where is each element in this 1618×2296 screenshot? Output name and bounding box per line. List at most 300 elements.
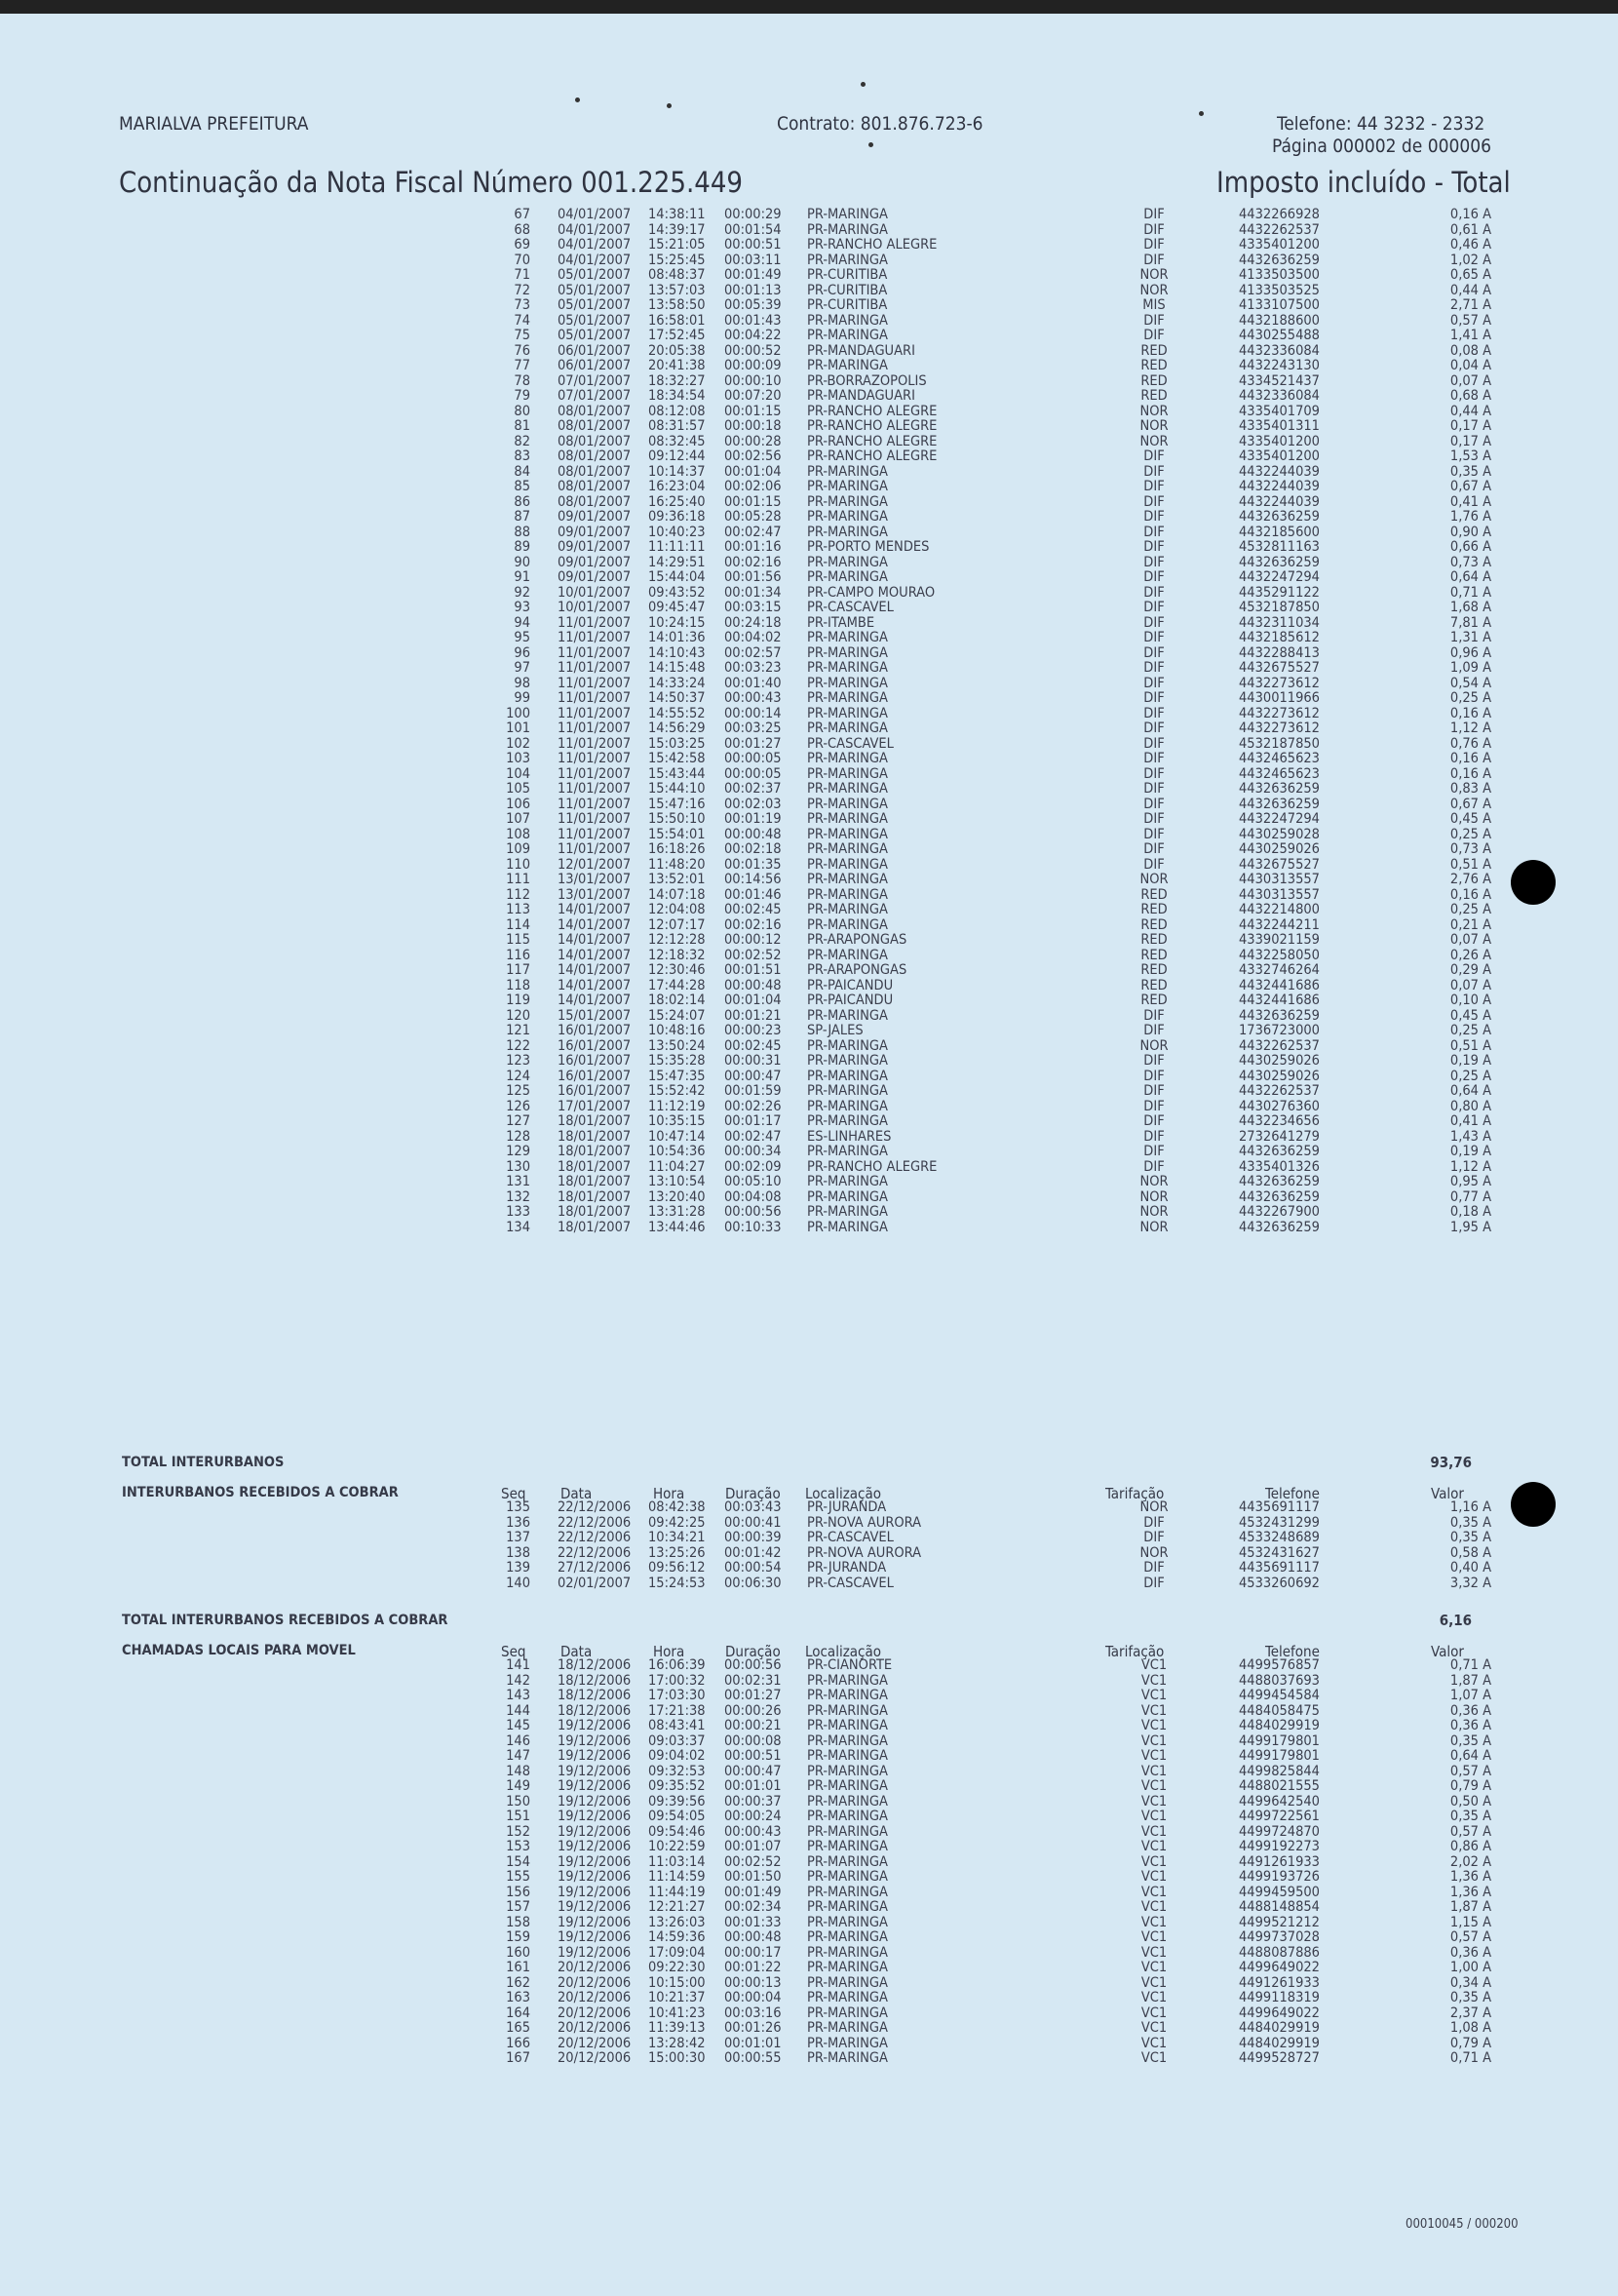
cell-date: 06/01/2007 xyxy=(558,358,632,373)
cell-date: 13/01/2007 xyxy=(558,886,632,903)
table-row xyxy=(0,1855,1618,1871)
cell-time: 15:42:58 xyxy=(648,751,706,766)
cell-time: 14:59:36 xyxy=(648,1929,706,1945)
cell-phone: 4432336084 xyxy=(1239,388,1320,404)
cell-time: 16:18:26 xyxy=(648,841,706,857)
cell-duration: 00:00:12 xyxy=(724,932,782,948)
cell-tariff: DIF xyxy=(1143,493,1165,510)
cell-tariff: DIF xyxy=(1143,1158,1165,1175)
table-row xyxy=(0,1795,1618,1810)
cell-location: SP-JALES xyxy=(807,1023,864,1038)
cell-date: 09/01/2007 xyxy=(558,554,632,570)
cell-seq: 78 xyxy=(514,372,530,389)
cell-seq: 162 xyxy=(506,1974,530,1991)
cell-location: PR-MARINGA xyxy=(807,328,888,343)
cell-time: 11:39:13 xyxy=(648,2020,706,2036)
cell-tariff: RED xyxy=(1140,977,1168,993)
cell-date: 19/12/2006 xyxy=(558,1839,632,1854)
cell-duration: 00:05:39 xyxy=(724,297,782,313)
cell-tariff: DIF xyxy=(1143,720,1165,736)
cell-value: 0,34 A xyxy=(1449,1974,1491,1991)
cell-value: 0,57 A xyxy=(1449,1929,1491,1945)
cell-tariff: RED xyxy=(1140,388,1168,404)
cell-time: 15:44:04 xyxy=(648,569,706,585)
cell-time: 16:58:01 xyxy=(648,312,706,329)
cell-duration: 00:01:15 xyxy=(724,493,782,510)
cell-duration: 00:03:23 xyxy=(724,660,782,676)
cell-phone: 4533248689 xyxy=(1239,1530,1320,1545)
cell-date: 04/01/2007 xyxy=(558,252,632,268)
cell-tariff: DIF xyxy=(1143,765,1165,782)
cell-seq: 87 xyxy=(514,509,530,525)
cell-location: PR-MARINGA xyxy=(807,2035,888,2051)
cell-tariff: VC1 xyxy=(1140,1823,1168,1840)
cell-date: 11/01/2007 xyxy=(558,614,632,631)
table-row xyxy=(0,344,1618,360)
cell-duration: 00:01:35 xyxy=(724,856,782,873)
cell-tariff: DIF xyxy=(1143,1068,1165,1084)
cell-date: 11/01/2007 xyxy=(558,630,632,645)
cell-date: 16/01/2007 xyxy=(558,1083,632,1099)
cell-time: 09:04:02 xyxy=(648,1748,706,1764)
table-row xyxy=(0,918,1618,934)
cell-phone: 4432636259 xyxy=(1239,781,1320,797)
company-name: MARIALVA PREFEITURA xyxy=(119,113,309,135)
cell-date: 12/01/2007 xyxy=(558,856,632,873)
cell-tariff: VC1 xyxy=(1140,1778,1168,1794)
cell-date: 02/01/2007 xyxy=(558,1575,632,1591)
cell-location: PR-ARAPONGAS xyxy=(807,962,907,978)
cell-value: 0,57 A xyxy=(1449,1823,1491,1840)
table-row xyxy=(0,405,1618,420)
cell-location: PR-CIANORTE xyxy=(807,1657,893,1673)
cell-date: 19/12/2006 xyxy=(558,1793,632,1810)
cell-phone: 4432636259 xyxy=(1239,1174,1320,1189)
cell-phone: 4432288413 xyxy=(1239,644,1320,661)
cell-date: 14/01/2007 xyxy=(558,902,632,917)
cell-location: PR-MARINGA xyxy=(807,1884,888,1900)
cell-seq: 99 xyxy=(514,690,530,706)
cell-seq: 96 xyxy=(514,644,530,661)
cell-location: PR-MARINGA xyxy=(807,916,888,933)
cell-tariff: RED xyxy=(1140,932,1168,948)
column-header-hora: Hora xyxy=(653,1643,685,1660)
cell-phone: 4484029919 xyxy=(1239,1718,1320,1733)
cell-duration: 00:00:13 xyxy=(724,1974,782,1991)
cell-phone: 4432262537 xyxy=(1239,1083,1320,1099)
table-row xyxy=(0,1946,1618,1962)
table-row xyxy=(0,1825,1618,1841)
cell-date: 08/01/2007 xyxy=(558,448,632,464)
cell-tariff: DIF xyxy=(1143,796,1165,812)
cell-date: 05/01/2007 xyxy=(558,267,632,283)
cell-value: 7,81 A xyxy=(1449,614,1491,631)
scan-speck xyxy=(868,142,873,147)
cell-value: 1,36 A xyxy=(1449,1869,1491,1885)
cell-value: 2,02 A xyxy=(1449,1853,1491,1870)
cell-seq: 126 xyxy=(506,1098,530,1114)
cell-location: PR-MARINGA xyxy=(807,1748,888,1764)
cell-time: 13:10:54 xyxy=(648,1174,706,1189)
cell-location: PR-MARINGA xyxy=(807,2050,888,2066)
cell-seq: 135 xyxy=(506,1499,530,1515)
cell-location: PR-MARINGA xyxy=(807,826,888,842)
cell-duration: 00:01:07 xyxy=(724,1839,782,1854)
cell-tariff: DIF xyxy=(1143,811,1165,827)
cell-tariff: NOR xyxy=(1139,1219,1169,1235)
cell-time: 13:58:50 xyxy=(648,297,706,313)
cell-date: 16/01/2007 xyxy=(558,1068,632,1084)
cell-duration: 00:02:52 xyxy=(724,947,782,963)
cell-seq: 84 xyxy=(514,463,530,480)
cell-duration: 00:00:05 xyxy=(724,751,782,766)
cell-duration: 00:01:33 xyxy=(724,1914,782,1930)
cell-tariff: DIF xyxy=(1143,630,1165,645)
cell-duration: 00:02:26 xyxy=(724,1098,782,1114)
cell-value: 0,80 A xyxy=(1449,1098,1491,1114)
cell-phone: 4432465623 xyxy=(1239,765,1320,782)
cell-date: 19/12/2006 xyxy=(558,1778,632,1794)
table-row xyxy=(0,1009,1618,1025)
cell-phone: 4499179801 xyxy=(1239,1748,1320,1764)
cell-tariff: RED xyxy=(1140,342,1168,359)
cell-value: 0,25 A xyxy=(1449,1068,1491,1084)
table-row xyxy=(0,1734,1618,1750)
cell-duration: 00:01:19 xyxy=(724,811,782,827)
cell-phone: 4499825844 xyxy=(1239,1763,1320,1779)
table-row xyxy=(0,993,1618,1009)
cell-tariff: RED xyxy=(1140,916,1168,933)
cell-duration: 00:01:13 xyxy=(724,282,782,298)
cell-duration: 00:02:47 xyxy=(724,524,782,540)
column-header-tarifacao: Tarifação xyxy=(1105,1485,1165,1502)
cell-date: 11/01/2007 xyxy=(558,690,632,706)
table-row xyxy=(0,1719,1618,1734)
cell-date: 11/01/2007 xyxy=(558,796,632,812)
cell-value: 0,36 A xyxy=(1449,1944,1491,1961)
cell-location: PR-MARINGA xyxy=(807,781,888,797)
cell-duration: 00:00:05 xyxy=(724,765,782,782)
table-row xyxy=(0,1704,1618,1720)
cell-tariff: VC1 xyxy=(1140,2004,1168,2021)
table-row xyxy=(0,1546,1618,1562)
cell-seq: 136 xyxy=(506,1514,530,1531)
cell-location: PR-MARINGA xyxy=(807,886,888,903)
cell-date: 19/12/2006 xyxy=(558,1763,632,1779)
cell-date: 04/01/2007 xyxy=(558,221,632,238)
cell-date: 06/01/2007 xyxy=(558,342,632,359)
cell-phone: 4432636259 xyxy=(1239,1007,1320,1024)
cell-date: 19/12/2006 xyxy=(558,1899,632,1915)
cell-value: 0,16 A xyxy=(1449,705,1491,721)
table-row xyxy=(0,1114,1618,1130)
cell-time: 10:22:59 xyxy=(648,1839,706,1854)
cell-duration: 00:00:39 xyxy=(724,1530,782,1545)
table-row xyxy=(0,949,1618,964)
cell-tariff: NOR xyxy=(1139,872,1169,887)
cell-time: 17:03:30 xyxy=(648,1688,706,1703)
table-row xyxy=(0,1658,1618,1674)
cell-tariff: VC1 xyxy=(1140,1763,1168,1779)
cell-seq: 149 xyxy=(506,1778,530,1794)
cell-value: 1,53 A xyxy=(1449,448,1491,464)
cell-seq: 145 xyxy=(506,1718,530,1733)
cell-location: PR-MARINGA xyxy=(807,479,888,494)
page-title: Continuação da Nota Fiscal Número 001.225.449 xyxy=(119,166,744,199)
cell-time: 12:18:32 xyxy=(648,947,706,963)
cell-time: 16:06:39 xyxy=(648,1657,706,1673)
locais-section-title: CHAMADAS LOCAIS PARA MOVEL xyxy=(122,1643,356,1658)
cell-duration: 00:00:43 xyxy=(724,1823,782,1840)
page-indicator: Página 000002 de 000006 xyxy=(1272,136,1491,157)
cell-time: 14:55:52 xyxy=(648,705,706,721)
cell-phone: 4491261933 xyxy=(1239,1853,1320,1870)
cell-time: 09:45:47 xyxy=(648,600,706,615)
cell-duration: 00:00:21 xyxy=(724,1718,782,1733)
cell-value: 1,16 A xyxy=(1449,1499,1491,1515)
cell-tariff: DIF xyxy=(1143,856,1165,873)
cell-duration: 00:05:28 xyxy=(724,509,782,525)
cell-date: 18/12/2006 xyxy=(558,1688,632,1703)
table-row xyxy=(0,223,1618,239)
cell-duration: 00:04:02 xyxy=(724,630,782,645)
table-row xyxy=(0,798,1618,813)
cell-phone: 4133503500 xyxy=(1239,267,1320,283)
cell-date: 18/12/2006 xyxy=(558,1672,632,1689)
cell-value: 0,26 A xyxy=(1449,947,1491,963)
cell-date: 14/01/2007 xyxy=(558,992,632,1008)
table-row xyxy=(0,903,1618,918)
table-row xyxy=(0,586,1618,602)
cell-tariff: NOR xyxy=(1139,403,1169,419)
cell-duration: 00:01:54 xyxy=(724,221,782,238)
cell-date: 20/12/2006 xyxy=(558,2050,632,2066)
cell-tariff: VC1 xyxy=(1140,1718,1168,1733)
cell-seq: 115 xyxy=(506,932,530,948)
cell-location: PR-MARINGA xyxy=(807,705,888,721)
cell-phone: 4432262537 xyxy=(1239,221,1320,238)
cell-date: 18/12/2006 xyxy=(558,1657,632,1673)
cell-phone: 4488037693 xyxy=(1239,1672,1320,1689)
cell-time: 11:12:19 xyxy=(648,1098,706,1114)
cell-seq: 74 xyxy=(514,312,530,329)
cell-time: 13:44:46 xyxy=(648,1219,706,1235)
cell-tariff: DIF xyxy=(1143,554,1165,570)
cell-seq: 152 xyxy=(506,1823,530,1840)
table-row xyxy=(0,1084,1618,1100)
cell-tariff: VC1 xyxy=(1140,1960,1168,1975)
cell-duration: 00:00:47 xyxy=(724,1763,782,1779)
cell-value: 0,71 A xyxy=(1449,1657,1491,1673)
cell-value: 0,44 A xyxy=(1449,403,1491,419)
cell-seq: 108 xyxy=(506,826,530,842)
table-row xyxy=(0,782,1618,798)
cell-time: 10:47:14 xyxy=(648,1128,706,1145)
cell-location: PR-MARINGA xyxy=(807,554,888,570)
table-row xyxy=(0,1749,1618,1765)
cell-time: 15:43:44 xyxy=(648,765,706,782)
cell-location: PR-MARINGA xyxy=(807,660,888,676)
table-row xyxy=(0,1961,1618,1976)
cell-duration: 00:00:52 xyxy=(724,342,782,359)
cell-seq: 125 xyxy=(506,1083,530,1099)
cell-tariff: DIF xyxy=(1143,1113,1165,1129)
cell-phone: 4499724870 xyxy=(1239,1823,1320,1840)
table-row xyxy=(0,1689,1618,1704)
cell-location: PR-MARINGA xyxy=(807,1869,888,1885)
cell-duration: 00:01:56 xyxy=(724,569,782,585)
cell-value: 1,07 A xyxy=(1449,1688,1491,1703)
cell-value: 0,73 A xyxy=(1449,554,1491,570)
cell-value: 0,17 A xyxy=(1449,433,1491,449)
cell-duration: 00:03:16 xyxy=(724,2004,782,2021)
cell-duration: 00:00:28 xyxy=(724,433,782,449)
scan-speck xyxy=(861,82,866,87)
cell-value: 0,41 A xyxy=(1449,1113,1491,1129)
cell-time: 11:11:11 xyxy=(648,539,706,555)
cell-date: 20/12/2006 xyxy=(558,2020,632,2036)
cell-tariff: DIF xyxy=(1143,509,1165,525)
cell-time: 10:15:00 xyxy=(648,1974,706,1991)
cell-value: 0,76 A xyxy=(1449,735,1491,752)
cell-time: 09:12:44 xyxy=(648,448,706,464)
cell-duration: 00:06:30 xyxy=(724,1575,782,1591)
cell-value: 1,36 A xyxy=(1449,1884,1491,1900)
cell-value: 0,25 A xyxy=(1449,902,1491,917)
cell-time: 14:33:24 xyxy=(648,675,706,691)
cell-time: 15:44:10 xyxy=(648,781,706,797)
table-row xyxy=(0,842,1618,858)
cell-time: 09:03:37 xyxy=(648,1732,706,1749)
cell-duration: 00:00:31 xyxy=(724,1053,782,1069)
cell-time: 18:34:54 xyxy=(648,388,706,404)
cell-value: 0,65 A xyxy=(1449,267,1491,283)
cell-duration: 00:01:01 xyxy=(724,1778,782,1794)
cell-date: 11/01/2007 xyxy=(558,841,632,857)
cell-location: PR-MARINGA xyxy=(807,811,888,827)
cell-tariff: DIF xyxy=(1143,600,1165,615)
table-row xyxy=(0,933,1618,949)
cell-date: 13/01/2007 xyxy=(558,872,632,887)
cell-location: PR-MARINGA xyxy=(807,221,888,238)
cell-tariff: RED xyxy=(1140,902,1168,917)
table-row xyxy=(0,268,1618,284)
scan-speck xyxy=(575,97,580,102)
cell-tariff: VC1 xyxy=(1140,2020,1168,2036)
cell-value: 0,44 A xyxy=(1449,282,1491,298)
cell-value: 0,16 A xyxy=(1449,751,1491,766)
cell-seq: 137 xyxy=(506,1530,530,1545)
cell-value: 0,41 A xyxy=(1449,493,1491,510)
cell-date: 16/01/2007 xyxy=(558,1053,632,1069)
cell-phone: 4435291122 xyxy=(1239,584,1320,601)
cell-duration: 00:00:41 xyxy=(724,1514,782,1531)
cell-value: 0,40 A xyxy=(1449,1560,1491,1576)
table-row xyxy=(0,963,1618,979)
cell-value: 0,96 A xyxy=(1449,644,1491,661)
cell-phone: 4430011966 xyxy=(1239,690,1320,706)
cell-time: 09:54:05 xyxy=(648,1809,706,1824)
cell-location: PR-NOVA AURORA xyxy=(807,1514,922,1531)
table-row xyxy=(0,389,1618,405)
cell-phone: 4432185600 xyxy=(1239,524,1320,540)
cell-phone: 4532431627 xyxy=(1239,1544,1320,1561)
cell-duration: 00:07:20 xyxy=(724,388,782,404)
cell-tariff: NOR xyxy=(1139,433,1169,449)
table-row xyxy=(0,570,1618,586)
column-header-valor: Valor xyxy=(1431,1485,1464,1502)
cell-tariff: DIF xyxy=(1143,584,1165,601)
cell-duration: 00:04:08 xyxy=(724,1188,782,1205)
cell-phone: 4432636259 xyxy=(1239,509,1320,525)
cell-phone: 4432262537 xyxy=(1239,1037,1320,1054)
cell-duration: 00:02:52 xyxy=(724,1853,782,1870)
cell-phone: 4499737028 xyxy=(1239,1929,1320,1945)
cell-value: 0,25 A xyxy=(1449,826,1491,842)
cell-date: 11/01/2007 xyxy=(558,811,632,827)
cell-seq: 144 xyxy=(506,1702,530,1719)
cell-seq: 111 xyxy=(506,872,530,887)
cell-time: 15:50:10 xyxy=(648,811,706,827)
cell-phone: 4432234656 xyxy=(1239,1113,1320,1129)
cell-date: 07/01/2007 xyxy=(558,372,632,389)
cell-time: 17:44:28 xyxy=(648,977,706,993)
cell-duration: 00:05:10 xyxy=(724,1174,782,1189)
cell-duration: 00:02:09 xyxy=(724,1158,782,1175)
cell-value: 1,12 A xyxy=(1449,720,1491,736)
cell-value: 0,57 A xyxy=(1449,1763,1491,1779)
cell-phone: 4432336084 xyxy=(1239,342,1320,359)
cell-location: PR-MARINGA xyxy=(807,493,888,510)
cell-tariff: VC1 xyxy=(1140,2035,1168,2051)
table-row xyxy=(0,1221,1618,1236)
cell-value: 0,35 A xyxy=(1449,1732,1491,1749)
cell-tariff: VC1 xyxy=(1140,1702,1168,1719)
cell-location: PR-MARINGA xyxy=(807,509,888,525)
cell-value: 0,73 A xyxy=(1449,841,1491,857)
cell-time: 09:22:30 xyxy=(648,1960,706,1975)
cell-duration: 00:00:10 xyxy=(724,372,782,389)
cell-value: 0,25 A xyxy=(1449,1023,1491,1038)
cell-duration: 00:00:18 xyxy=(724,418,782,434)
cell-seq: 81 xyxy=(514,418,530,434)
cell-date: 08/01/2007 xyxy=(558,479,632,494)
cell-time: 14:39:17 xyxy=(648,221,706,238)
cell-phone: 4432188600 xyxy=(1239,312,1320,329)
cell-location: ES-LINHARES xyxy=(807,1128,892,1145)
cell-time: 14:29:51 xyxy=(648,554,706,570)
cell-seq: 155 xyxy=(506,1869,530,1885)
cell-seq: 105 xyxy=(506,781,530,797)
cell-date: 14/01/2007 xyxy=(558,932,632,948)
cell-duration: 00:24:18 xyxy=(724,614,782,631)
cell-date: 18/12/2006 xyxy=(558,1702,632,1719)
cell-value: 0,51 A xyxy=(1449,856,1491,873)
cell-phone: 4432465623 xyxy=(1239,751,1320,766)
cell-date: 07/01/2007 xyxy=(558,388,632,404)
table-row xyxy=(0,556,1618,571)
cell-time: 15:52:42 xyxy=(648,1083,706,1099)
cell-phone: 4432636259 xyxy=(1239,1144,1320,1159)
cell-value: 0,21 A xyxy=(1449,916,1491,933)
cell-duration: 00:02:45 xyxy=(724,1037,782,1054)
cell-duration: 00:03:15 xyxy=(724,600,782,615)
cell-value: 0,66 A xyxy=(1449,539,1491,555)
cell-tariff: DIF xyxy=(1143,1023,1165,1038)
cell-time: 10:34:21 xyxy=(648,1530,706,1545)
cell-value: 0,07 A xyxy=(1449,977,1491,993)
cell-location: PR-ITAMBE xyxy=(807,614,875,631)
